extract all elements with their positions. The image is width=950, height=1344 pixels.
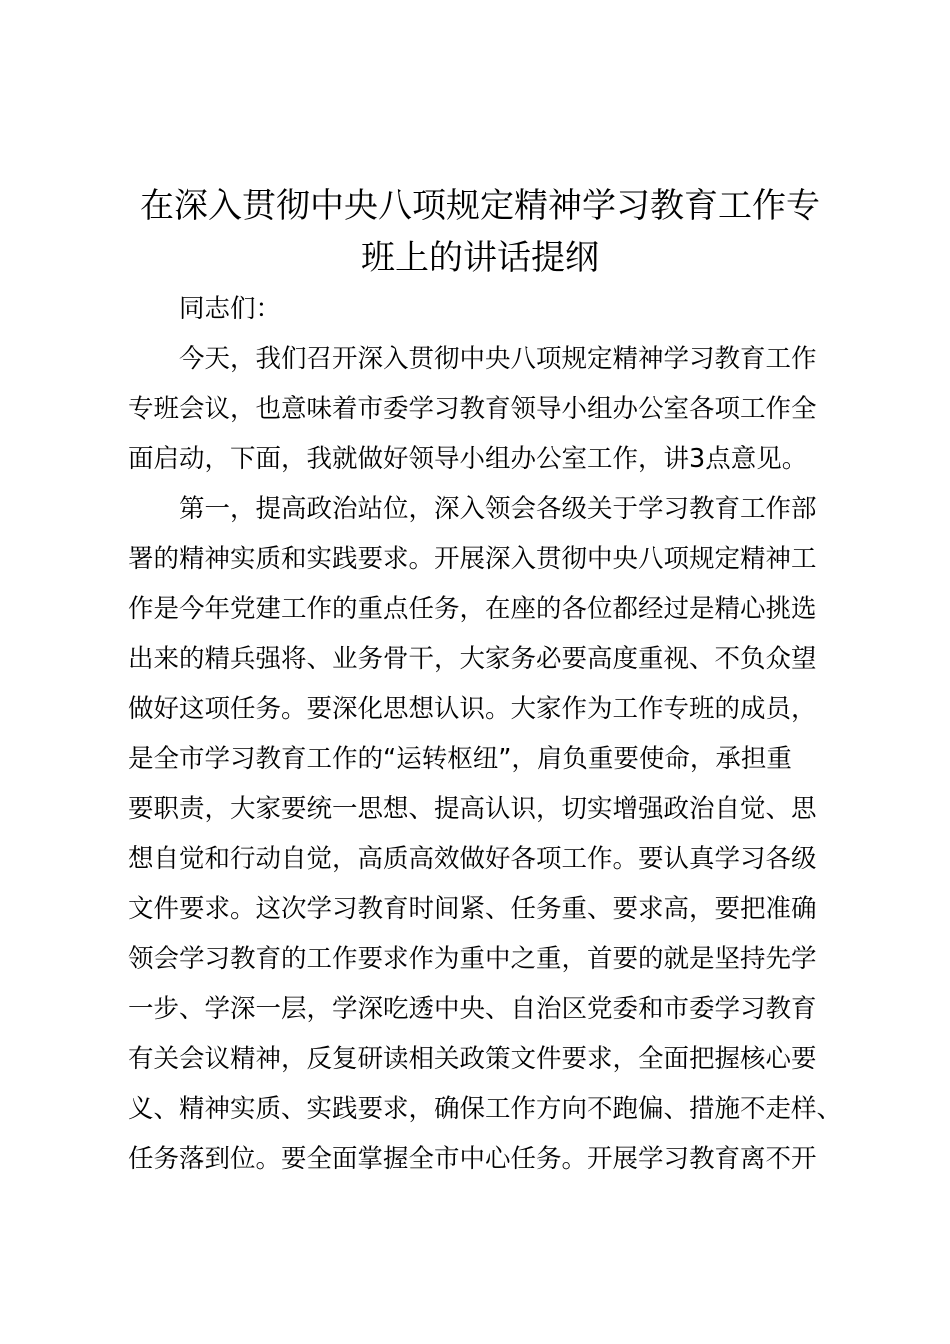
paragraph-line: 署的精神实质和实践要求。开展深入贯彻中央八项规定精神工: [128, 544, 817, 574]
salutation: 同志们：: [179, 294, 282, 324]
paragraph-line: 有关会议精神，反复研读相关政策文件要求，全面把握核心要: [128, 1044, 817, 1074]
paragraph-line: 是全市学习教育工作的“运转枢纽”，肩负重要使命，承担重: [128, 744, 792, 774]
paragraph-line: 出来的精兵强将、业务骨干，大家务必要高度重视、不负众望: [128, 644, 817, 674]
document-title: [110, 180, 850, 284]
paragraph-line: 面启动，下面，我就做好领导小组办公室工作，讲3点意见。: [128, 444, 808, 474]
paragraph-line: 要职责，大家要统一思想、提高认识，切实增强政治自觉、思: [128, 794, 817, 824]
paragraph-line: 任务落到位。要全面掌握全市中心任务。开展学习教育离不开: [128, 1144, 817, 1174]
title-line: 班上的讲话提纲: [361, 238, 599, 278]
paragraph-line: 今天，我们召开深入贯彻中央八项规定精神学习教育工作: [179, 344, 817, 374]
paragraph-line: 一步、学深一层，学深吃透中央、自治区党委和市委学习教育: [128, 994, 817, 1024]
paragraph-line: 第一，提高政治站位，深入领会各级关于学习教育工作部: [179, 494, 817, 524]
paragraph-line: 领会学习教育的工作要求作为重中之重，首要的就是坚持先学: [128, 944, 817, 974]
paragraph-line: 作是今年党建工作的重点任务，在座的各位都经过是精心挑选: [128, 594, 817, 624]
document-body: [128, 284, 843, 1184]
paragraph-line: 文件要求。这次学习教育时间紧、任务重、要求高，要把准确: [128, 894, 817, 924]
paragraph-line: 义、精神实质、实践要求，确保工作方向不跑偏、措施不走样、: [128, 1094, 843, 1124]
paragraph-line: 专班会议，也意味着市委学习教育领导小组办公室各项工作全: [128, 394, 817, 424]
paragraph-line: 做好这项任务。要深化思想认识。大家作为工作专班的成员，: [128, 694, 817, 724]
paragraph-line: 想自觉和行动自觉，高质高效做好各项工作。要认真学习各级: [128, 844, 817, 874]
title-line: 在深入贯彻中央八项规定精神学习教育工作专: [140, 186, 820, 226]
